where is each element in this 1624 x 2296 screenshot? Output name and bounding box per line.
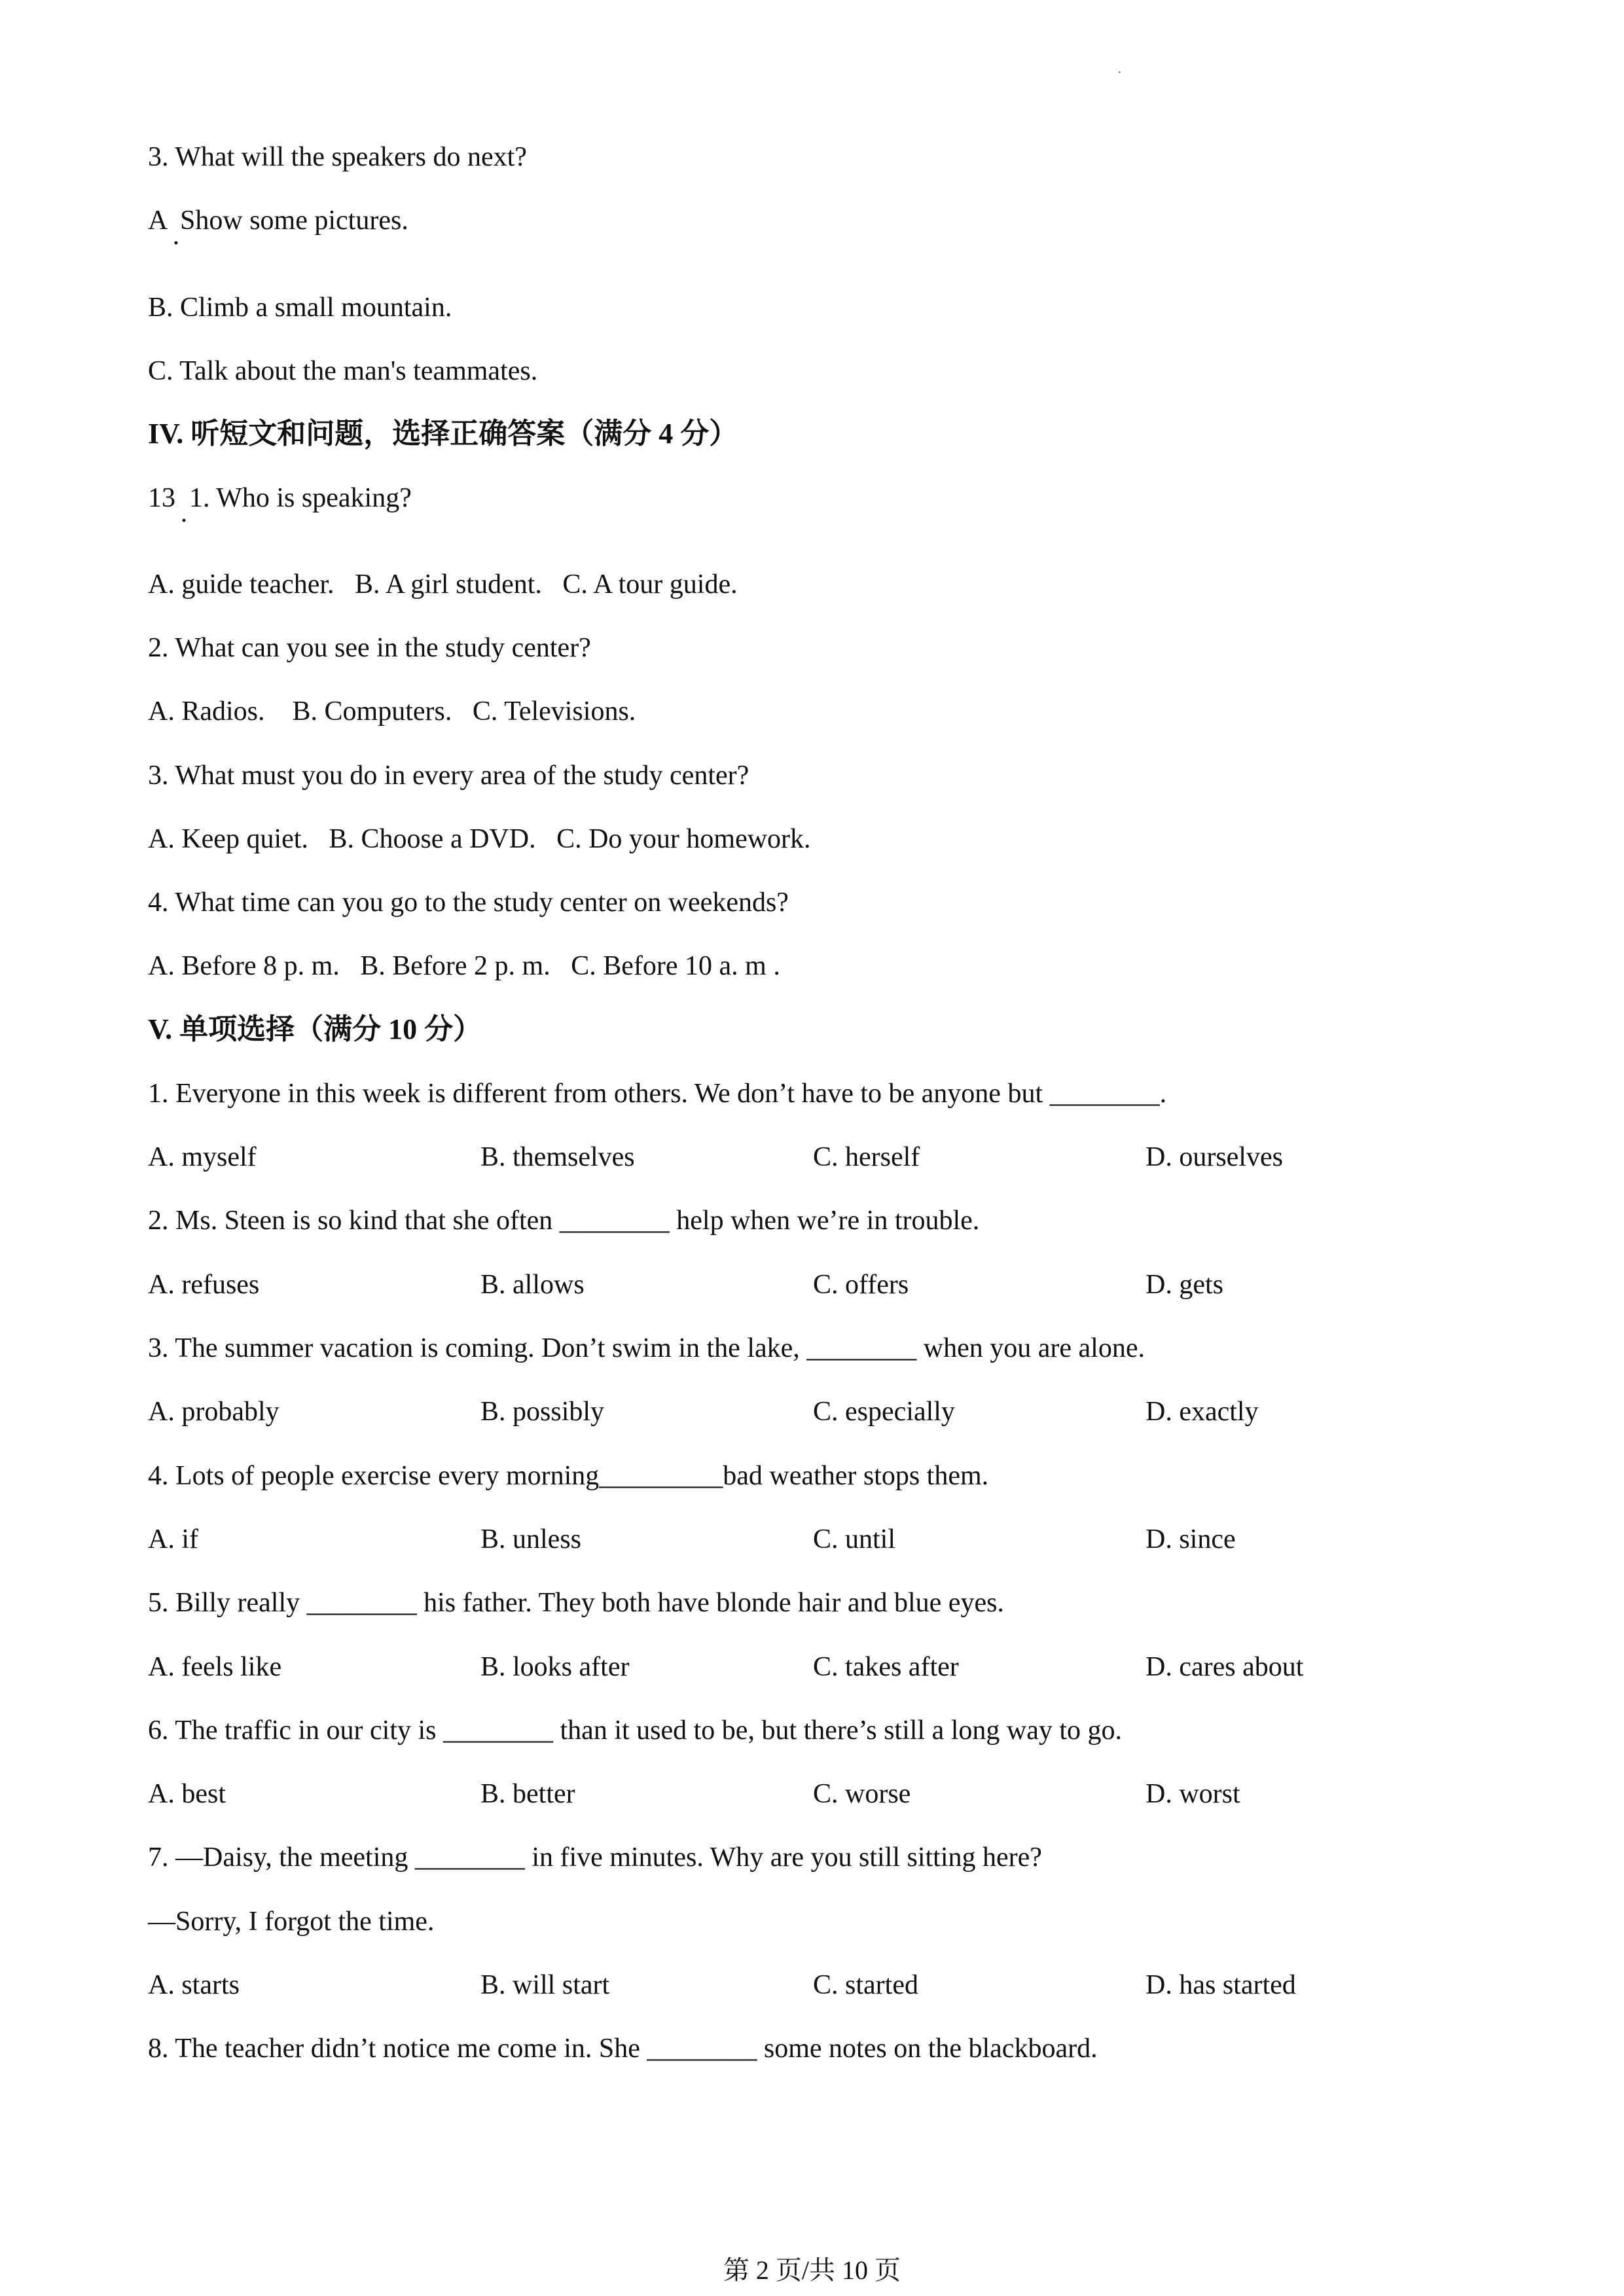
option-a: A. refuses [148,1270,260,1300]
option-b: B. looks after [480,1652,630,1682]
option-b: B. will start [480,1970,610,2000]
question-text: 5. Billy really ________ his father. They both have blonde hair and blue eyes. [148,1588,1004,1618]
option-c: C. especially [813,1397,955,1427]
page-number: 第 2 页/共 10 页 [723,2255,901,2285]
option-b: B. unless [480,1524,582,1554]
option-d: D. worst [1146,1779,1240,1809]
option-b: B. Climb a small mountain. [148,293,452,323]
options-row: A. Radios. B. Computers. C. Televisions. [148,696,636,726]
option-d: D. has started [1146,1970,1296,2000]
question-text: 8. The teacher didn’t notice me come in. She ________ some notes on the blackboard. [148,2034,1098,2064]
option-label: A [148,206,167,236]
options-row: A. Before 8 p. m. B. Before 2 p. m. C. Before 10 a. m . [148,951,780,981]
option-c: C. herself [813,1142,920,1172]
option-b: B. better [480,1779,575,1809]
question-text: 2. What can you see in the study center? [148,633,591,663]
option-c: C. Talk about the man's teammates. [148,356,538,386]
option-c: C. started [813,1970,918,2000]
question-text: 7. —Daisy, the meeting ________ in five minutes. Why are you still sitting here? [148,1842,1042,1873]
option-a: A. starts [148,1970,240,2000]
option-c: C. takes after [813,1652,959,1682]
option-d: D. exactly [1146,1397,1259,1427]
option-text: Show some pictures. [180,206,408,236]
stray-dot: · [179,506,189,536]
section-heading-v: V. 单项选择（满分 10 分） [148,1013,482,1045]
option-d: D. ourselves [1146,1142,1283,1172]
option-c: C. worse [813,1779,911,1809]
dialogue-reply: —Sorry, I forgot the time. [148,1907,435,1937]
option-c: C. until [813,1524,896,1554]
option-c: C. offers [813,1270,909,1300]
question-text: 6. The traffic in our city is ________ than it used to be, but there’s still a long way to go. [148,1715,1123,1746]
option-a: A. probably [148,1397,280,1427]
question-body: 1. Who is speaking? [189,483,412,513]
option-d: D. cares about [1146,1652,1304,1682]
stray-dot: · [171,228,181,259]
option-d: D. since [1146,1524,1236,1554]
options-row: A. guide teacher. B. A girl student. C. A tour guide. [148,569,738,600]
question-text: 4. What time can you go to the study center on weekends? [148,888,789,918]
options-row: A. Keep quiet. B. Choose a DVD. C. Do your homework. [148,824,811,854]
option-b: B. themselves [480,1142,635,1172]
question-text: 2. Ms. Steen is so kind that she often ________ help when we’re in trouble. [148,1206,980,1236]
question-number: 13 [148,483,175,513]
option-b: B. possibly [480,1397,605,1427]
option-b: B. allows [480,1270,585,1300]
option-a [148,204,408,237]
option-d: D. gets [1146,1270,1223,1300]
option-a: A. feels like [148,1652,282,1682]
option-a: A. if [148,1524,198,1554]
option-a: A. best [148,1779,226,1809]
scan-mark: · [1117,65,1122,80]
question-text: 3. What will the speakers do next? [148,142,527,172]
question-text: 4. Lots of people exercise every morning_________bad weather stops them. [148,1461,989,1491]
question-text: 1. Everyone in this week is different from others. We don’t have to be anyone but ________. [148,1079,1167,1109]
option-a: A. myself [148,1142,257,1172]
question-text: 3. The summer vacation is coming. Don’t swim in the lake, ________ when you are alone. [148,1333,1145,1363]
question-text: 3. What must you do in every area of the study center? [148,761,749,791]
section-heading-iv: IV. 听短文和问题，选择正确答案（满分 4 分） [148,418,738,450]
